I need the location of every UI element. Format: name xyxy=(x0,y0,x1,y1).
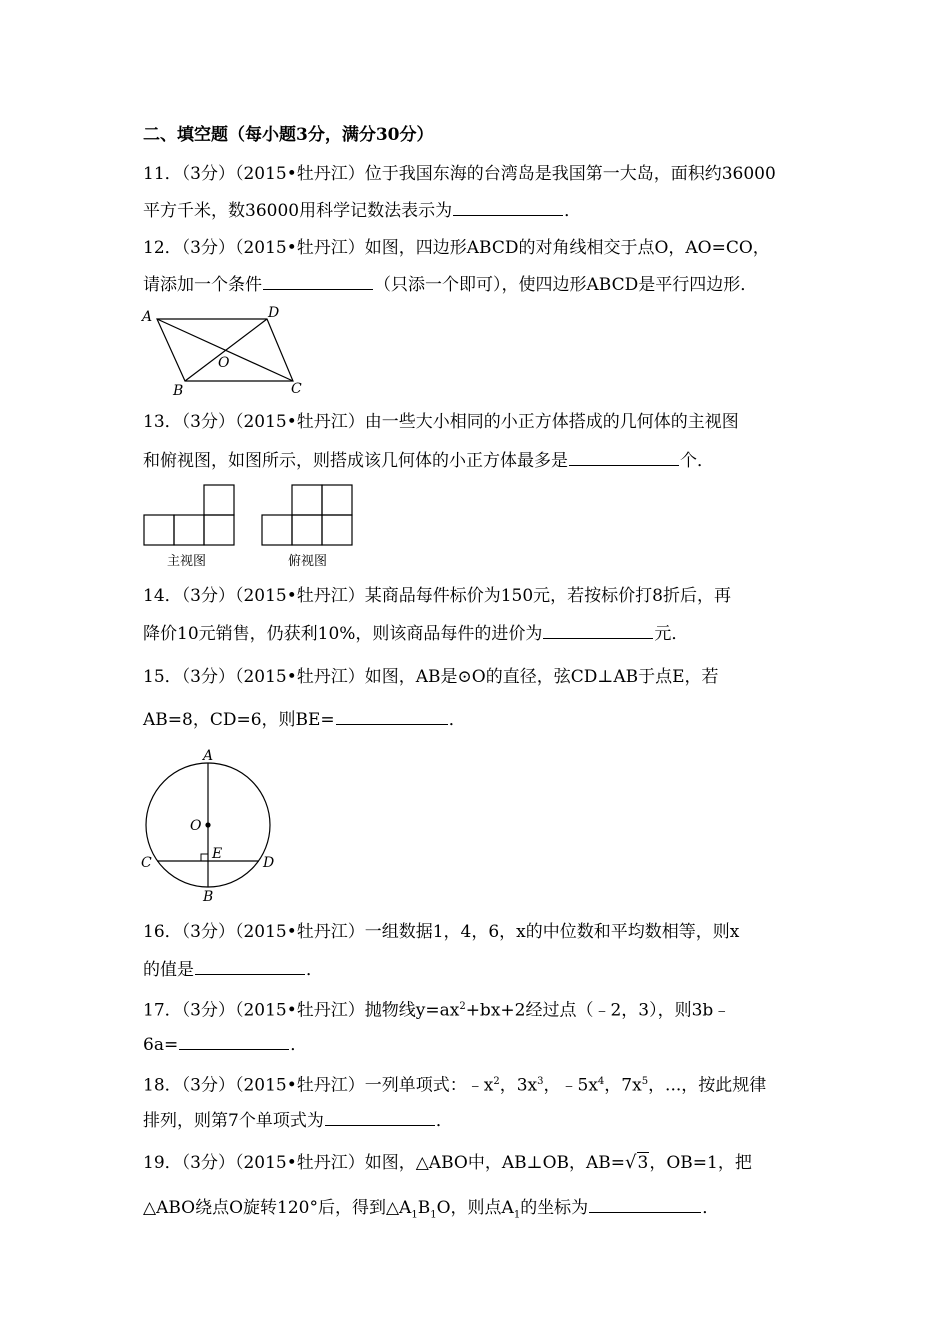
q15-circle-figure xyxy=(140,745,280,905)
q18-exp1: 2 xyxy=(493,1076,500,1087)
q14-answer-blank[interactable] xyxy=(543,622,653,639)
q18-suffix: ，...，按此规律 xyxy=(648,1075,767,1096)
q17-answer-blank[interactable] xyxy=(179,1033,289,1050)
q19-sub1: 1 xyxy=(411,1209,418,1221)
q15-text: AB=8，CD=6，则BE= xyxy=(143,710,335,730)
q12-label-b: B xyxy=(173,383,184,399)
q18-text: 排列，则第7个单项式为 xyxy=(143,1111,324,1131)
q19-sub3: 1 xyxy=(513,1209,521,1221)
q12-text-a: 请添加一个条件 xyxy=(143,275,262,295)
q11-text: 平方千米，数36000用科学记数法表示为 xyxy=(143,201,453,221)
q19-end: ． xyxy=(702,1198,720,1218)
q11-end: ． xyxy=(564,201,582,221)
q19-sqrt: √3 xyxy=(625,1152,649,1173)
q12-answer-blank[interactable] xyxy=(263,273,373,290)
q15-label-a: A xyxy=(203,748,214,764)
q15-label-d: D xyxy=(263,855,275,871)
q18-exp3: 4 xyxy=(597,1076,605,1087)
q12-label-o: O xyxy=(218,355,230,371)
q15-line2 xyxy=(143,708,466,731)
q19-sub2: 1 xyxy=(430,1209,437,1221)
q18-term3: ，﹣5x xyxy=(543,1075,598,1096)
q19-answer-blank[interactable] xyxy=(589,1196,701,1213)
q12-label-d: D xyxy=(268,305,280,321)
q13-answer-blank[interactable] xyxy=(569,449,679,466)
q18-end: ． xyxy=(435,1111,453,1131)
q19-text-e: O，则点A xyxy=(436,1198,514,1218)
q13-caption-front: 主视图 xyxy=(167,554,207,569)
q15-line1: 15．（3分）（2015•牡丹江）如图，AB是⊙O的直径，弦CD⊥AB于点E，若 xyxy=(143,667,719,687)
q13-line1: 13．（3分）（2015•牡丹江）由一些大小相同的小正方体搭成的几何体的主视图 xyxy=(143,412,739,432)
q13-top-view-figure xyxy=(261,484,356,570)
q12-text-b: （只添一个即可），使四边形ABCD是平行四边形． xyxy=(374,275,758,295)
q19-line2 xyxy=(143,1196,719,1226)
q13-text-a: 和俯视图，如图所示，则搭成该几何体的小正方体最多是 xyxy=(143,451,568,471)
q19-text-f: 的坐标为 xyxy=(520,1198,589,1218)
q16-line1: 16．（3分）（2015•牡丹江）一组数据1，4，6，x的中位数和平均数相等，则x xyxy=(143,922,740,942)
q17-text-a: 17．（3分）（2015•牡丹江）抛物线y=ax xyxy=(143,1000,460,1021)
q18-term4: ，7x xyxy=(604,1075,642,1096)
q14-text-a: 降价10元销售，仍获利10%，则该商品每件的进价为 xyxy=(143,624,543,644)
q18-line1 xyxy=(143,1071,766,1097)
q11-answer-blank[interactable] xyxy=(453,199,563,216)
q13-line2 xyxy=(143,449,714,472)
q17-text-c: 6a= xyxy=(143,1035,179,1055)
q14-line1: 14．（3分）（2015•牡丹江）某商品每件标价为150元，若按标价打8折后，再 xyxy=(143,586,732,606)
q12-label-a: A xyxy=(142,309,153,325)
q16-text: 的值是 xyxy=(143,960,194,980)
q18-line2 xyxy=(143,1109,453,1132)
q15-label-c: C xyxy=(141,855,152,871)
q14-line2 xyxy=(143,622,688,645)
q11-line1: 11．（3分）（2015•牡丹江）位于我国东海的台湾岛是我国第一大岛，面积约36000 xyxy=(143,164,776,184)
q15-label-o: O xyxy=(190,818,202,834)
q15-end: ． xyxy=(448,710,466,730)
q17-end: ． xyxy=(290,1035,308,1055)
q13-text-b: 个． xyxy=(680,451,714,471)
q19-text-a: 19．（3分）（2015•牡丹江）如图，△ABO中，AB⊥OB，AB= xyxy=(143,1153,626,1173)
q14-text-b: 元． xyxy=(654,624,689,644)
q17-line2 xyxy=(143,1033,307,1056)
q19-text-b: ，OB=1，把 xyxy=(649,1153,752,1173)
q18-exp2: 3 xyxy=(537,1076,544,1087)
q16-answer-blank[interactable] xyxy=(195,958,305,975)
q12-line2 xyxy=(143,273,757,296)
q13-front-view-figure xyxy=(143,484,238,570)
q15-answer-blank[interactable] xyxy=(336,708,448,725)
q17-sup: 2 xyxy=(459,1001,466,1012)
q19-text-d: B xyxy=(417,1198,431,1218)
q13-caption-top: 俯视图 xyxy=(288,554,328,569)
q18-term1: ﹣x xyxy=(466,1075,494,1096)
q11-line2 xyxy=(143,199,581,222)
section-header: 二、填空题（每小题3分，满分30分） xyxy=(143,125,434,145)
q12-label-c: C xyxy=(291,381,302,397)
q18-exp4: 5 xyxy=(641,1076,649,1087)
q17-line1 xyxy=(143,996,730,1022)
q18-term2: ，3x xyxy=(499,1075,538,1096)
q19-radicand: 3 xyxy=(637,1153,649,1173)
q15-label-b: B xyxy=(203,889,214,905)
q12-line1: 12．（3分）（2015•牡丹江）如图，四边形ABCD的对角线相交于点O，AO=CO， xyxy=(143,238,770,258)
q18-answer-blank[interactable] xyxy=(325,1109,435,1126)
q12-parallelogram-figure xyxy=(140,305,310,397)
q18-prefix: 18．（3分）（2015•牡丹江）一列单项式： xyxy=(143,1075,467,1096)
q19-line1 xyxy=(143,1152,752,1174)
q16-line2 xyxy=(143,958,323,981)
q17-text-b: +bx+2经过点（﹣2，3），则3b﹣ xyxy=(465,1000,731,1021)
q16-end: ． xyxy=(306,960,323,980)
q15-label-e: E xyxy=(212,846,223,862)
q19-text-c: △ABO绕点O旋转120°后，得到△A xyxy=(143,1198,412,1218)
